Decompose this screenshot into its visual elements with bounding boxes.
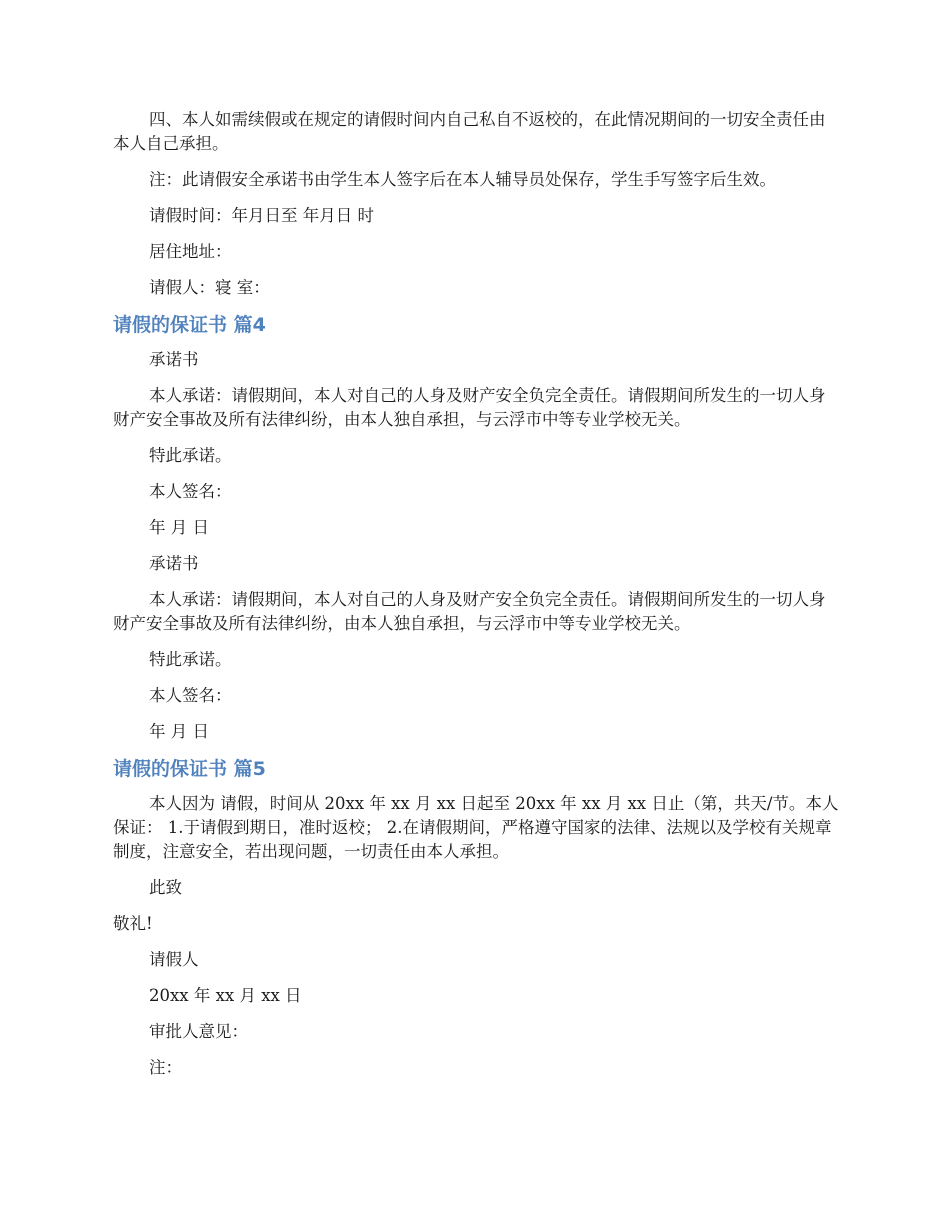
paragraph: 请假人 xyxy=(149,950,199,969)
paragraph: 承诺书 xyxy=(149,350,199,369)
paragraph: 四、本人如需续假或在规定的请假时间内自己私自不返校的，在此情况期间的一切安全责任由本人自己承担。 xyxy=(113,110,826,153)
paragraph: 本人承诺：请假期间，本人对自己的人身及财产安全负完全责任。请假期间所发生的一切人身财产安全事故及所有法律纠纷，由本人独自承担，与云浮市中等专业学校无关。 xyxy=(113,590,826,633)
paragraph: 审批人意见： xyxy=(149,1022,248,1041)
paragraph: 居住地址： xyxy=(149,242,232,261)
paragraph: 本人因为 请假，时间从 20xx 年 xx 月 xx 日起至 20xx 年 xx 月 xx 日止（第，共天/节。本人保证： 1.于请假到期日，准时返校； 2.在请假期间，严格遵守国家的法律、法规以及学校有关规章制度，注意安全，若出现问题，一切责任由本人承担。 xyxy=(113,794,839,861)
paragraph: 特此承诺。 xyxy=(149,446,232,465)
paragraph: 请假人：寝 室： xyxy=(149,278,270,297)
paragraph: 请假时间：年月日至 年月日 时 xyxy=(149,206,374,225)
paragraph: 年 月 日 xyxy=(149,722,209,741)
section-heading-4: 请假的保证书 篇4 xyxy=(113,314,266,336)
paragraph: 特此承诺。 xyxy=(149,650,232,669)
section-heading-5: 请假的保证书 篇5 xyxy=(113,758,266,780)
paragraph: 此致 xyxy=(149,878,182,897)
paragraph: 年 月 日 xyxy=(149,518,209,537)
paragraph: 敬礼! xyxy=(113,914,153,933)
paragraph: 注：此请假安全承诺书由学生本人签字后在本人辅导员处保存，学生手写签字后生效。 xyxy=(149,170,776,189)
paragraph: 注： xyxy=(149,1058,182,1077)
paragraph: 本人签名： xyxy=(149,686,232,705)
paragraph: 20xx 年 xx 月 xx 日 xyxy=(149,986,302,1005)
paragraph: 本人签名： xyxy=(149,482,232,501)
paragraph: 本人承诺：请假期间，本人对自己的人身及财产安全负完全责任。请假期间所发生的一切人身财产安全事故及所有法律纠纷，由本人独自承担，与云浮市中等专业学校无关。 xyxy=(113,386,826,429)
document-page xyxy=(113,108,841,1092)
paragraph: 承诺书 xyxy=(149,554,199,573)
